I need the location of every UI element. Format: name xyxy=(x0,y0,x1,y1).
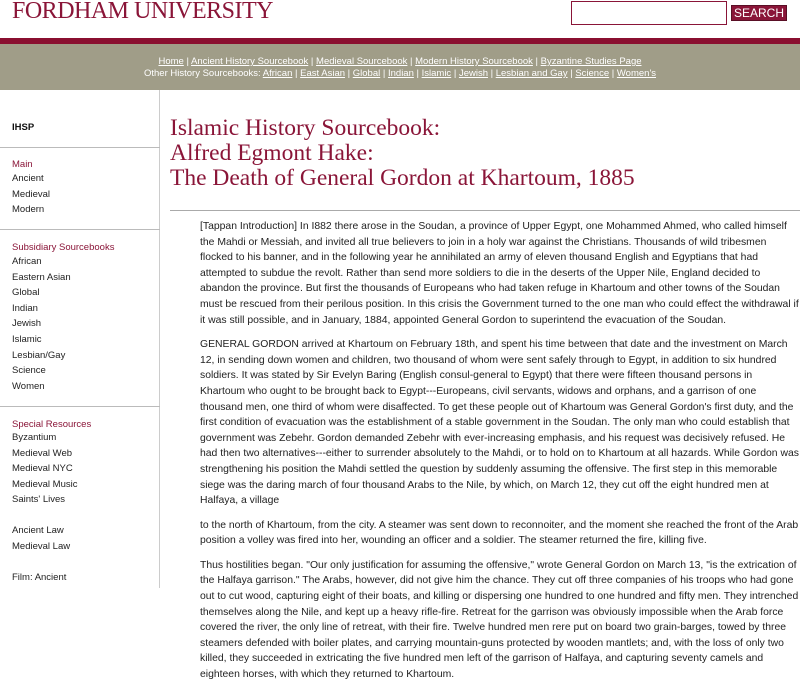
nav-link[interactable]: Medieval Sourcebook xyxy=(316,56,408,67)
sidebar-item[interactable]: Medieval Law xyxy=(12,540,71,552)
other-sourcebooks-label: Other History Sourcebooks: xyxy=(143,68,261,79)
sidebar-heading-main: Main xyxy=(12,159,33,170)
nav-separator: | xyxy=(413,68,422,79)
sidebar-item[interactable]: Modern xyxy=(12,204,45,215)
sidebar-divider xyxy=(0,147,160,148)
sidebar xyxy=(0,90,160,588)
nav-separator: | xyxy=(345,68,353,79)
nav-link[interactable]: Islamic xyxy=(421,68,452,79)
nav-separator: | xyxy=(407,56,416,67)
sidebar-item[interactable]: Ancient xyxy=(12,173,44,184)
title-divider xyxy=(170,210,800,211)
paragraph: GENERAL GORDON arrived at Khartoum on February 18th, and spent his time between that date and the investment on March 12, in sending down women and children, two thousand of whom were sent safely through to Egypt, in addition to six hundred soldiers. It was stated by Sir Evelyn Baring (English consul-general to Egypt) that there were fifteen thousand persons in Khartoum who ought to be brought back to Egypt---Europeans, civil servants, widows and orphans, and a garrison of one thousand men, one third of whom were disaffected. To get these people out of Khartoum was General Gordon's first duty, and the first condition of evacuation was the establishment of a stable government in the Soudan. The only man who could establish that government was Zebehr. Gordon demanded Zebehr with ever-increasing emphasis, and his request was decisively refused. He had then two alternatives---either to surrender absolutely to the Mahdi, or to hold on to Khartoum at all hazards. While Gordon was strengthening his position the Mahdi settled the question by suddenly assuming the offensive. The first step in this memorable siege was the daring march of four thousand Arabs to the Nile, by which, on March 12, they cut off the eight hundred men at Halfaya, a village xyxy=(200,339,799,507)
sidebar-item[interactable]: Ancient Law xyxy=(12,525,64,536)
page-title xyxy=(170,116,635,191)
nav-link[interactable]: Lesbian and Gay xyxy=(495,68,568,79)
paragraph: to the north of Khartoum, from the city. A steamer was sent down to reconnoiter, and the moment she reached the front of the Arab position a volley was fired into her, wounding an officer and a soldier. The steamer returned the fire, killing five. xyxy=(200,519,799,547)
nav-link[interactable]: Home xyxy=(158,56,184,67)
title-line: The Death of General Gordon at Khartoum, 1885 xyxy=(170,165,635,191)
nav-link[interactable]: Science xyxy=(575,68,610,79)
nav-link[interactable]: Byzantine Studies Page xyxy=(540,56,642,67)
search-button[interactable]: SEARCH xyxy=(731,5,787,21)
article-body xyxy=(200,219,800,692)
nav-separator: | xyxy=(183,56,192,67)
sidebar-item[interactable]: Medieval NYC xyxy=(12,463,73,474)
sidebar-item[interactable]: Medieval xyxy=(12,188,51,200)
sidebar-item[interactable]: Science xyxy=(12,365,46,377)
fordham-logo[interactable]: FORDHAM UNIVERSITY xyxy=(12,0,274,24)
sidebar-ihsp[interactable]: IHSP xyxy=(12,122,35,133)
sidebar-item[interactable]: Film: Ancient xyxy=(12,572,67,583)
sourcebook-nav xyxy=(0,44,800,90)
sidebar-divider xyxy=(0,229,160,230)
nav-link[interactable]: Ancient History Sourcebook xyxy=(191,56,309,67)
paragraph: [Tappan Introduction] In I882 there arose in the Soudan, a province of Upper Egypt, one Mohammed Ahmed, who called himself the Mahdi or Messiah, and invited all true believers to join in a holy war against the Christians. Thousands of wild tribesmen flocked to his banner, and in the following year he annihilated an army of eleven thousand English and Egyptians that had attempted to subdue the revolt. Rather than send more soldiers to die in the deserts of the Upper Nile, England decided to abandon the province. But first the thousands of Europeans who had taken refuge in Khartoum and other towns of the Soudan must be rescued from their perilous position. In this crisis the Government turned to the one man who could effect the withdrawal if it was still possible, and in January, 1884, appointed General Gordon to superintend the evacuation of the Soudan. xyxy=(200,221,799,326)
paragraph: Thus hostilities began. "Our only justification for assuming the offensive," wrote General Gordon on March 13, "is the extrication of the Halfaya garrison." The Arabs, however, did not give him the chance. They cut off three companies of his troops who had gone out to cut wood, capturing eight of their boats, and killing or dispersing one hundred to one hundred and fifty men. They intrenched themselves along the Nile, and kept up a heavy rifle-fire. Retreat for the garrison was obviously impossible when the Arab force covered the river, the only line of retreat, with their fire. Twelve hundred men rere put on board two grain-barges, towed by three steamers defended with boiler plates, and carrying mountain-guns protected by wooden mantlets; and, with the loss of only two killed, they succeeded in extricating the five hundred men left of the garrison of Halfaya, and capturing seventy camels and eighteen horses, with which they returned to Khartoum. xyxy=(200,559,799,681)
search-input[interactable] xyxy=(571,1,727,25)
sidebar-divider xyxy=(0,406,160,407)
nav-link[interactable]: Modern History Sourcebook xyxy=(415,56,533,67)
sidebar-item[interactable]: Eastern Asian xyxy=(12,271,71,283)
nav-separator: | xyxy=(487,68,496,79)
sidebar-item[interactable]: Global xyxy=(12,287,40,299)
nav-link[interactable]: Women's xyxy=(616,68,657,79)
nav-link[interactable]: Global xyxy=(352,68,381,79)
sidebar-item[interactable]: Medieval Music xyxy=(12,478,78,490)
nav-separator: | xyxy=(532,56,541,67)
sidebar-item[interactable]: African xyxy=(12,256,42,267)
sidebar-item[interactable]: Indian xyxy=(12,302,38,314)
title-line: Islamic History Sourcebook: xyxy=(170,115,441,141)
sidebar-heading-subsidiary: Subsidiary Sourcebooks xyxy=(12,242,115,253)
sidebar-item[interactable]: Byzantium xyxy=(12,432,57,443)
nav-separator: | xyxy=(292,68,301,79)
sidebar-item[interactable]: Lesbian/Gay xyxy=(12,349,66,361)
nav-link[interactable]: African xyxy=(262,68,293,79)
nav-separator: | xyxy=(567,68,576,79)
header xyxy=(0,0,800,38)
sidebar-heading-special: Special Resources xyxy=(12,419,92,430)
sidebar-item[interactable]: Saints' Lives xyxy=(12,494,66,505)
nav-link[interactable]: Indian xyxy=(387,68,414,79)
nav-separator: | xyxy=(308,56,317,67)
nav-link[interactable]: Jewish xyxy=(458,68,488,79)
sidebar-item[interactable]: Islamic xyxy=(12,334,42,345)
title-line: Alfred Egmont Hake: xyxy=(170,140,374,166)
nav-separator: | xyxy=(451,68,459,79)
nav-link[interactable]: East Asian xyxy=(300,68,346,79)
sidebar-item[interactable]: Women xyxy=(12,380,45,392)
nav-separator: | xyxy=(380,68,388,79)
sidebar-item[interactable]: Jewish xyxy=(12,318,42,330)
nav-separator: | xyxy=(609,68,617,79)
sidebar-item[interactable]: Medieval Web xyxy=(12,447,73,459)
